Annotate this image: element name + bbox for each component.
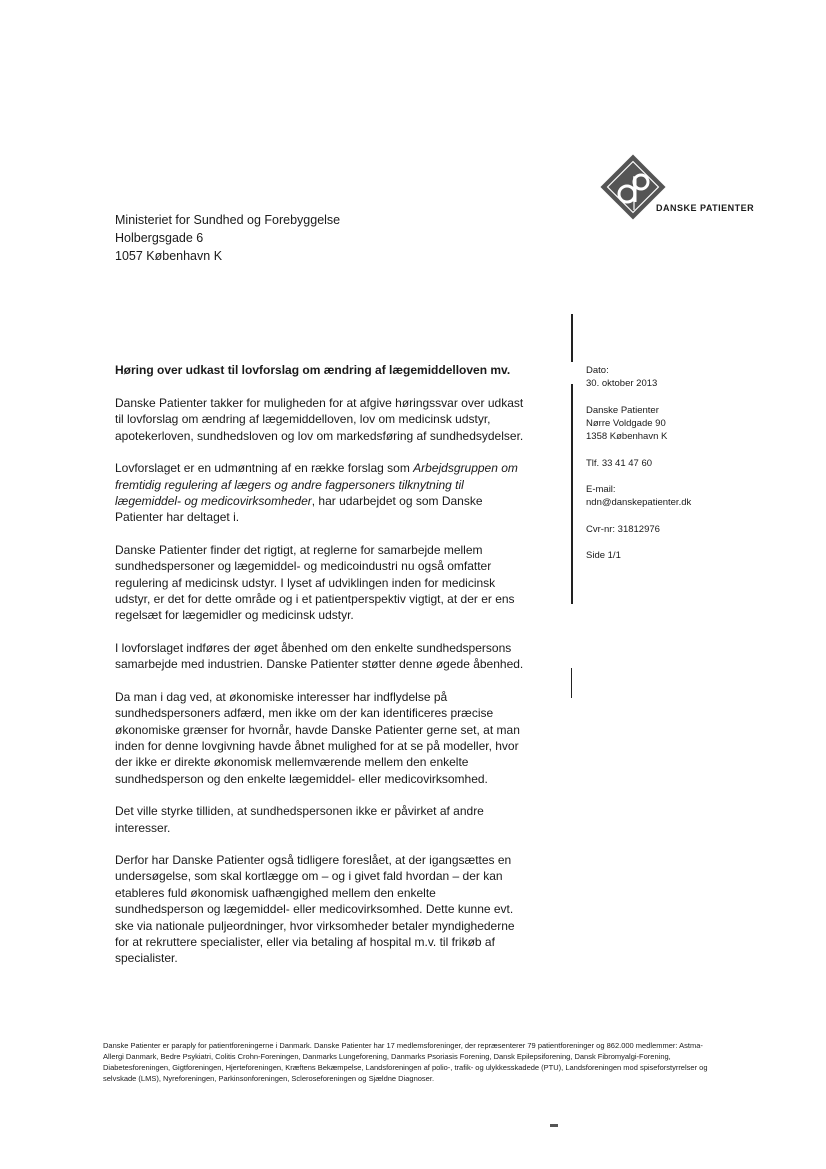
- margin-rule: [571, 384, 573, 604]
- paragraph-3: Danske Patienter finder det rigtigt, at reglerne for samarbejde mellem sundhedspersoner og lægemiddel- og medicoindustri nu også omfatter regulering af medicinsk udstyr. I lyset af udviklingen inden for medicinsk udstyr, er det for dette område og i et patientperspektiv vigtigt, at der er ens regelsæt for lægemidler og medicinsk udstyr.: [115, 542, 515, 623]
- paragraph-2-end: , har udarbejdet og som Danske Patienter har deltaget i.: [115, 494, 483, 525]
- margin-rule: [571, 668, 572, 698]
- paragraph-1: Danske Patienter takker for muligheden for at afgive høringssvar over udkast til lovforslag om ændring af lægemiddelloven, lov om medicinsk udstyr, apotekerloven, sundhedsloven og lov om markedsføring af sundhedsydelser.: [115, 396, 524, 443]
- paragraph-2-start: Lovforslaget er en udmøntning af en række forslag som: [115, 461, 414, 476]
- recipient-city: 1057 København K: [115, 249, 223, 263]
- sender-phone: Tlf. 33 41 47 60: [586, 458, 653, 469]
- footer-note: Danske Patienter er paraply for patientforeningerne i Danmark. Danske Patienter har 17 medlemsforeninger, der repræsenterer 79 patientforeninger og 862.000 medlemmer: Astma-Allergi Danmark, Bedre Psykiatri, Colitis Crohn-Foreningen, Danmarks Lungeforening, Danmarks Psoriasis Forening, Dansk Epilepsiforening, Dansk Fibromyalgi-Forening, Diabetesforeningen, Gigtforeningen, Hjerteforeningen, Kræftens Bekæmpelse, Landsforeningen af polio-, trafik- og ulykkesskadede (PTU), Landsforeningen mod spiseforstyrrelser og selvskade (LMS), Nyreforeningen, Parkinsonforeningen, Scleroseforeningen og Sjældne Diagnoser.: [103, 1041, 708, 1083]
- date-value: 30. oktober 2013: [586, 378, 658, 389]
- paragraph-7: Derfor har Danske Patienter også tidligere foreslået, at der igangsættes en undersøgelse, som skal kortlægge om – og i givet fald hvordan – der kan etableres fuld økonomisk uafhængighed mellem den enkelte sundhedsperson og lægemiddel- eller medicovirksomhed. Dette kunne evt. ske via nationale puljeordninger, hvor virksomheder betaler myndighederne for at rekruttere specialister, eller via betaling af hospital m.v. til frikøb af specialister.: [115, 852, 515, 966]
- sender-info: [586, 364, 786, 573]
- recipient-name: Ministeriet for Sundhed og Forebyggelse: [115, 213, 341, 227]
- date-label: Dato:: [586, 365, 609, 376]
- workgroup-title: Arbejdsgruppen om fremtidig regulering af lægers og andre fagpersoners tilknytning til lægemiddel- og medicovirksomheder: [115, 461, 518, 509]
- paragraph-4: I lovforslaget indføres der øget åbenhed om den enkelte sundhedspersons samarbejde med industrien. Danske Patienter støtter denne øgede åbenhed.: [115, 640, 524, 672]
- email-label: E-mail:: [586, 484, 616, 495]
- recipient-address: [115, 211, 340, 265]
- cvr-number: Cvr-nr: 31812976: [586, 524, 660, 535]
- email-value: ndn@danskepatienter.dk: [586, 497, 692, 508]
- sender-name: Danske Patienter: [586, 405, 659, 416]
- paragraph-5: Da man i dag ved, at økonomiske interesser har indflydelse på sundhedspersoners adfærd, men ikke om der kan identificeres præcise økonomiske grænser for hvornår, havde Danske Patienter gerne set, at man inden for denne lovgivning havde åbnet mulighed for at se på modeller, hvor der ikke er direkte økonomisk mellemværende mellem den enkelte sundhedsperson og den enkelte lægemiddel- eller medicovirksomhed.: [115, 689, 520, 786]
- margin-rule: [571, 314, 573, 362]
- recipient-street: Holbergsgade 6: [115, 231, 204, 245]
- logo-text: DANSKE PATIENTER: [656, 203, 755, 213]
- sender-street: Nørre Voldgade 90: [586, 418, 666, 429]
- letter-subject: Høring over udkast til lovforslag om ændring af lægemiddelloven mv.: [115, 363, 511, 377]
- letter-body: [115, 362, 525, 983]
- page-number: Side 1/1: [586, 550, 621, 561]
- paragraph-6: Det ville styrke tilliden, at sundhedspersonen ikke er påvirket af andre interesser.: [115, 804, 484, 835]
- sender-city: 1358 København K: [586, 431, 668, 442]
- scan-mark: [550, 1124, 558, 1127]
- paragraph-2: [115, 460, 525, 526]
